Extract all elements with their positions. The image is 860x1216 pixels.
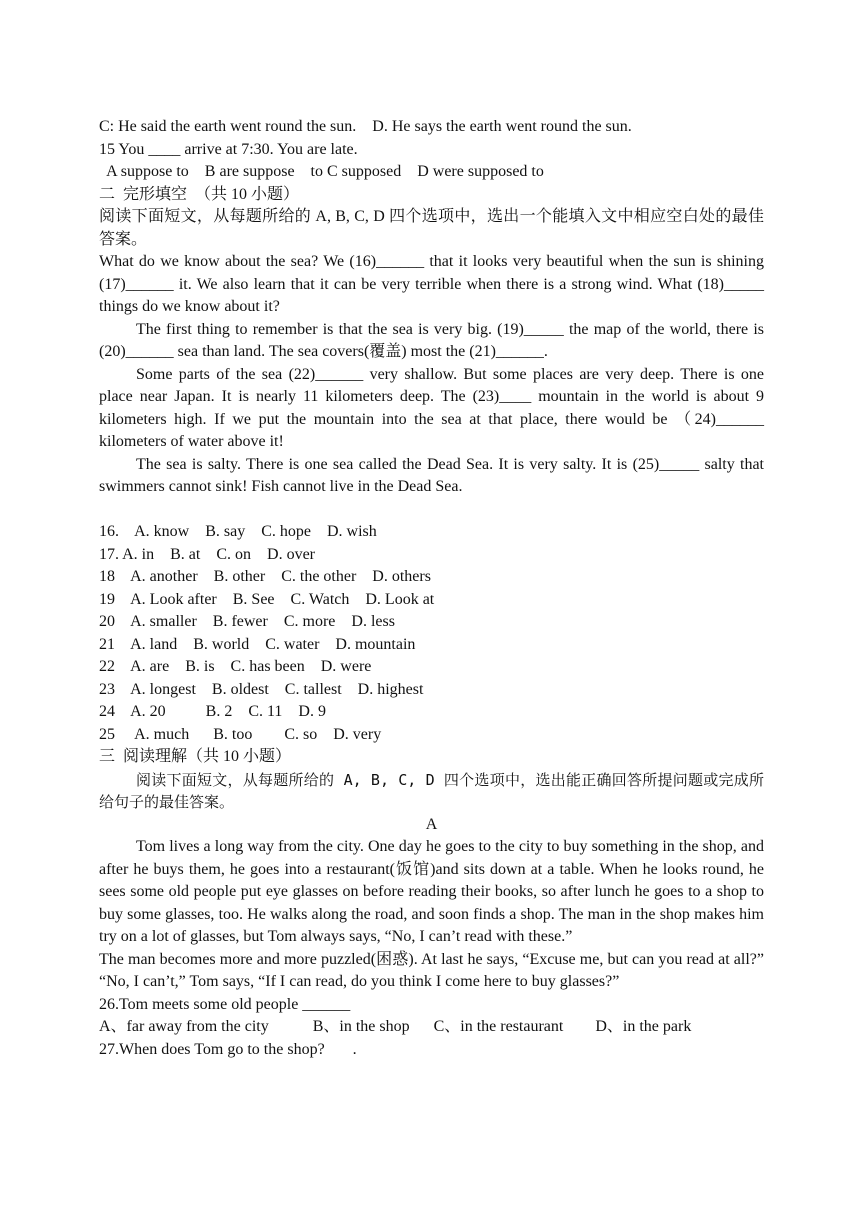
option-line: 21 A. land B. world C. water D. mountain: [99, 635, 416, 653]
cloze-paragraph-2: The first thing to remember is that the sea is very big. (19)_____ the map of the world, there is (20)______ sea than land. The sea covers(覆盖) most the (21)______.: [99, 320, 764, 360]
q15-stem: 15 You ____ arrive at 7:30. You are late.: [99, 140, 358, 158]
section3-instructions: 阅读下面短文，从每题所给的 A, B, C, D 四个选项中，选出能正确回答所提问题或完成所给句子的最佳答案。: [99, 770, 764, 811]
option-line: 16. A. know B. say C. hope D. wish: [99, 523, 377, 540]
section2-instructions: 阅读下面短文，从每题所给的 A, B, C, D 四个选项中，选出一个能填入文中相应空白处的最佳答案。: [99, 208, 764, 248]
blank-line: [99, 499, 764, 522]
q14-options-cd: C: He said the earth went round the sun. D. He says the earth went round the sun.: [99, 118, 632, 135]
exam-page: [99, 116, 764, 1061]
q26-options: A、far away from the city B、in the shop C、in the restaurant D、in the park: [99, 1018, 692, 1035]
passage-a-paragraph-1: Tom lives a long way from the city. One day he goes to the city to buy something in the shop, and after he buys them, he goes into a restaurant(饭馆)and sits down at a table. When he looks round, he sees some old people put eye glasses on before reading their books, so after lunch he goes to a shop to buy some glasses, too. He walks along the road, and soon finds a shop. The man in the shop makes him try on a lot of glasses, but Tom always says, “No, I can’t read with these.”: [99, 838, 764, 945]
option-line: 20 A. smaller B. fewer C. more D. less: [99, 613, 395, 630]
option-line: 24 A. 20 B. 2 C. 11 D. 9: [99, 703, 326, 720]
option-line: 18 A. another B. other C. the other D. others: [99, 568, 431, 585]
passage-label: A: [425, 815, 438, 833]
q15-options: A suppose to B are suppose to C supposed D were supposed to: [99, 163, 544, 180]
cloze-paragraph-3: Some parts of the sea (22)______ very shallow. But some places are very deep. There is one place near Japan. It is nearly 11 kilometers deep. The (23)____ mountain in the world is about 9 kilometers high. If we put the mountain into the sea at that place, there would be （24)______ kilometers of water above it!: [99, 365, 764, 450]
section3-title: 三 阅读理解（共 10 小题）: [99, 748, 292, 765]
option-line: 23 A. longest B. oldest C. tallest D. highest: [99, 680, 424, 698]
option-line: 22 A. are B. is C. has been D. were: [99, 658, 372, 675]
q27-stem: 27.When does Tom go to the shop? .: [99, 1040, 357, 1058]
cloze-paragraph-1: What do we know about the sea? We (16)______ that it looks very beautiful when the sun is shining (17)______ it. We also learn that it can be very terrible when there is a strong wind. What (18)_____ things do we know about it?: [99, 253, 764, 315]
option-line: 19 A. Look after B. See C. Watch D. Look at: [99, 590, 435, 608]
cloze-paragraph-4: The sea is salty. There is one sea called the Dead Sea. It is very salty. It is (25)_____ salty that swimmers cannot sink! Fish cannot live in the Dead Sea.: [99, 455, 764, 495]
q26-stem: 26.Tom meets some old people ______: [99, 995, 351, 1013]
section2-title: 二 完形填空 （共 10 小题）: [99, 185, 300, 203]
option-line: 25 A. much B. too C. so D. very: [99, 725, 382, 743]
option-line: 17. A. in B. at C. on D. over: [99, 545, 315, 563]
passage-a-paragraph-2: The man becomes more and more puzzled(困惑). At last he says, “Excuse me, but can you read at all?” “No, I can’t,” Tom says, “If I can read, do you think I come here to buy glasses?”: [99, 950, 764, 990]
